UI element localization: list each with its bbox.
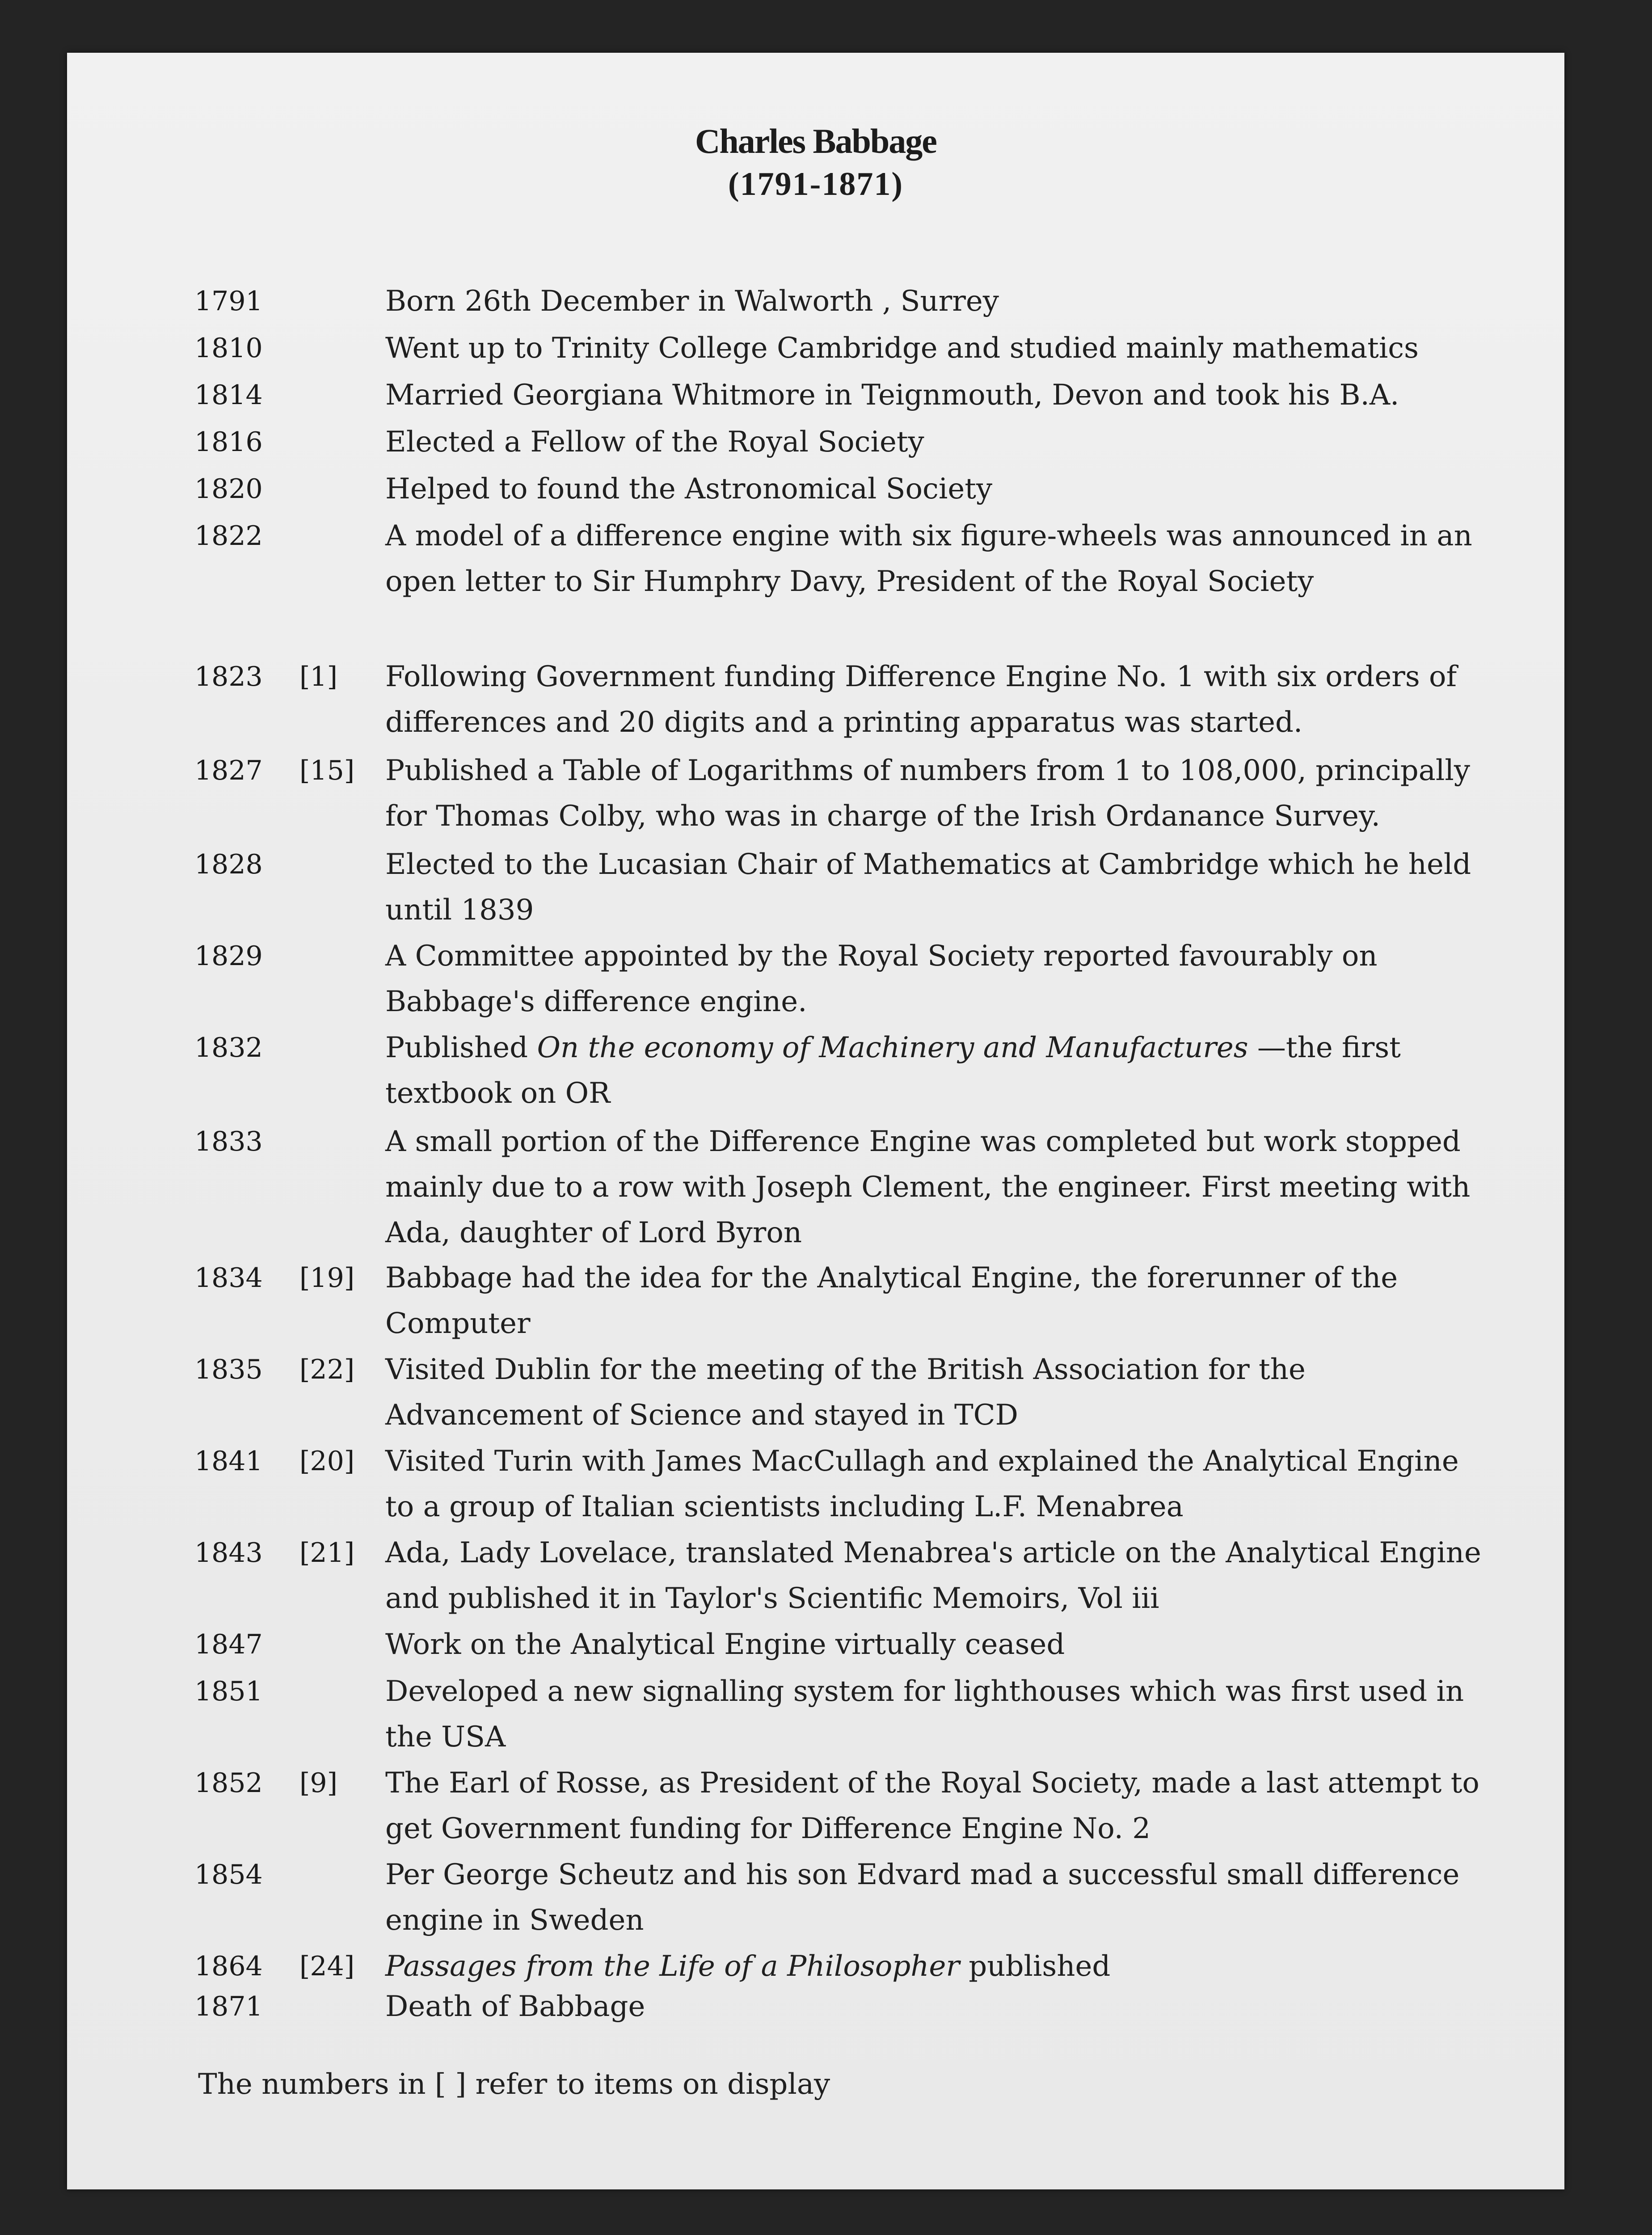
timeline (67, 53, 1564, 2189)
entry-year: 1820 (194, 473, 263, 505)
entry-year: 1871 (194, 1991, 263, 2022)
entry-description (385, 1347, 1494, 1438)
entry-display-ref: [24] (299, 1951, 355, 1982)
entry-year: 1832 (194, 1032, 263, 1063)
entry-text: A model of a difference engine with six figure-wheels was announced in an open letter to Sir Humphry Davy, President of the Royal Society (385, 519, 1472, 598)
entry-text: Death of Babbage (385, 1990, 645, 2023)
entry-text: Elected a Fellow of the Royal Society (385, 426, 924, 459)
entry-year: 1854 (194, 1859, 263, 1890)
entry-display-ref: [15] (299, 755, 355, 786)
entry-year: 1833 (194, 1126, 263, 1157)
entry-text: Married Georgiana Whitmore in Teignmouth, Devon and took his B.A. (385, 379, 1399, 412)
entry-display-ref: [9] (299, 1767, 337, 1799)
entry-text: Per George Scheutz and his son Edvard mad a successful small difference engine in Sweden (385, 1858, 1460, 1937)
entry-description (385, 842, 1494, 933)
entry-display-ref: [22] (299, 1354, 355, 1385)
entry-description (385, 325, 1494, 371)
entry-text: Work on the Analytical Engine virtually ceased (385, 1628, 1065, 1661)
entry-year: 1827 (194, 755, 263, 786)
document-title: Charles Babbage (695, 122, 936, 160)
entry-book-title: On the economy of Machinery and Manufactures (537, 1031, 1248, 1064)
entry-description (385, 513, 1494, 604)
entry-text: Visited Turin with James MacCullagh and explained the Analytical Engine to a group of Italian scientists including L.F. Menabrea (385, 1445, 1459, 1523)
entry-description (385, 1944, 1494, 1989)
entry-text: Published (385, 1031, 537, 1064)
entry-year: 1791 (194, 286, 263, 317)
entry-description (385, 1530, 1494, 1621)
entry-description (385, 1852, 1494, 1943)
entry-text: A Committee appointed by the Royal Society reported favourably on Babbage's difference engine. (385, 940, 1378, 1018)
entry-year: 1828 (194, 849, 263, 880)
entry-year: 1829 (194, 940, 263, 972)
entry-year: 1847 (194, 1629, 263, 1660)
entry-text: Published a Table of Logarithms of numbers from 1 to 108,000, principally for Thomas Colby, who was in charge of the Irish Ordanance Survey. (385, 754, 1470, 833)
entry-book-title: Passages from the Life of a Philosopher (385, 1950, 960, 1983)
entry-display-ref: [1] (299, 661, 337, 692)
entry-text: Visited Dublin for the meeting of the British Association for the Advancement of Science and stayed in TCD (385, 1353, 1306, 1432)
entry-text: Born 26th December in Walworth , Surrey (385, 285, 999, 318)
entry-year: 1852 (194, 1767, 263, 1799)
entry-year: 1851 (194, 1676, 263, 1707)
entry-description (385, 466, 1494, 512)
entry-text: The Earl of Rosse, as President of the Royal Society, made a last attempt to get Government funding for Difference Engine No. 2 (385, 1767, 1479, 1845)
entry-description (385, 1119, 1494, 1256)
entry-description (385, 933, 1494, 1025)
entry-text: Ada, Lady Lovelace, translated Menabrea's article on the Analytical Engine and published it in Taylor's Scientific Memoirs, Vol iii (385, 1536, 1481, 1615)
document-sheet (67, 53, 1564, 2189)
entry-year: 1814 (194, 380, 263, 411)
entry-year: 1816 (194, 426, 263, 458)
entry-year: 1864 (194, 1951, 263, 1982)
entry-display-ref: [19] (299, 1262, 355, 1294)
entry-text: Went up to Trinity College Cambridge and studied mainly mathematics (385, 332, 1419, 365)
entry-description (385, 372, 1494, 418)
entry-text: Following Government funding Difference Engine No. 1 with six orders of differences and 20 digits and a printing apparatus was started. (385, 660, 1457, 739)
entry-text-suffix: —the first textbook on OR (385, 1031, 1401, 1110)
entry-year: 1834 (194, 1262, 263, 1294)
entry-year: 1822 (194, 520, 263, 552)
entry-year: 1810 (194, 333, 263, 364)
entry-text: Elected to the Lucasian Chair of Mathematics at Cambridge which he held until 1839 (385, 848, 1471, 927)
entry-display-ref: [20] (299, 1446, 355, 1477)
entry-description (385, 1760, 1494, 1851)
life-dates: (1791-1871) (728, 166, 903, 202)
entry-description (385, 1984, 1494, 2029)
entry-description (385, 654, 1494, 745)
entry-text-suffix: published (959, 1950, 1111, 1983)
entry-year: 1841 (194, 1446, 263, 1477)
entry-description (385, 1669, 1494, 1760)
entry-year: 1835 (194, 1354, 263, 1385)
entry-display-ref: [21] (299, 1537, 355, 1569)
entry-description (385, 278, 1494, 324)
entry-description (385, 748, 1494, 839)
entry-text: A small portion of the Difference Engine was completed but work stopped mainly due to a row with Joseph Clement, the engineer. First meeting with Ada, daughter of Lord Byron (385, 1125, 1471, 1249)
entry-year: 1823 (194, 661, 263, 692)
entry-description (385, 419, 1494, 465)
entry-description (385, 1438, 1494, 1530)
entry-year: 1843 (194, 1537, 263, 1569)
entry-description (385, 1025, 1494, 1116)
entry-text: Helped to found the Astronomical Society (385, 472, 993, 506)
entry-text: Babbage had the idea for the Analytical Engine, the forerunner of the Computer (385, 1261, 1398, 1340)
entry-description (385, 1622, 1494, 1667)
footnote: The numbers in [ ] refer to items on display (198, 2068, 830, 2101)
entry-description (385, 1255, 1494, 1346)
entry-text: Developed a new signalling system for lighthouses which was first used in the USA (385, 1675, 1464, 1754)
